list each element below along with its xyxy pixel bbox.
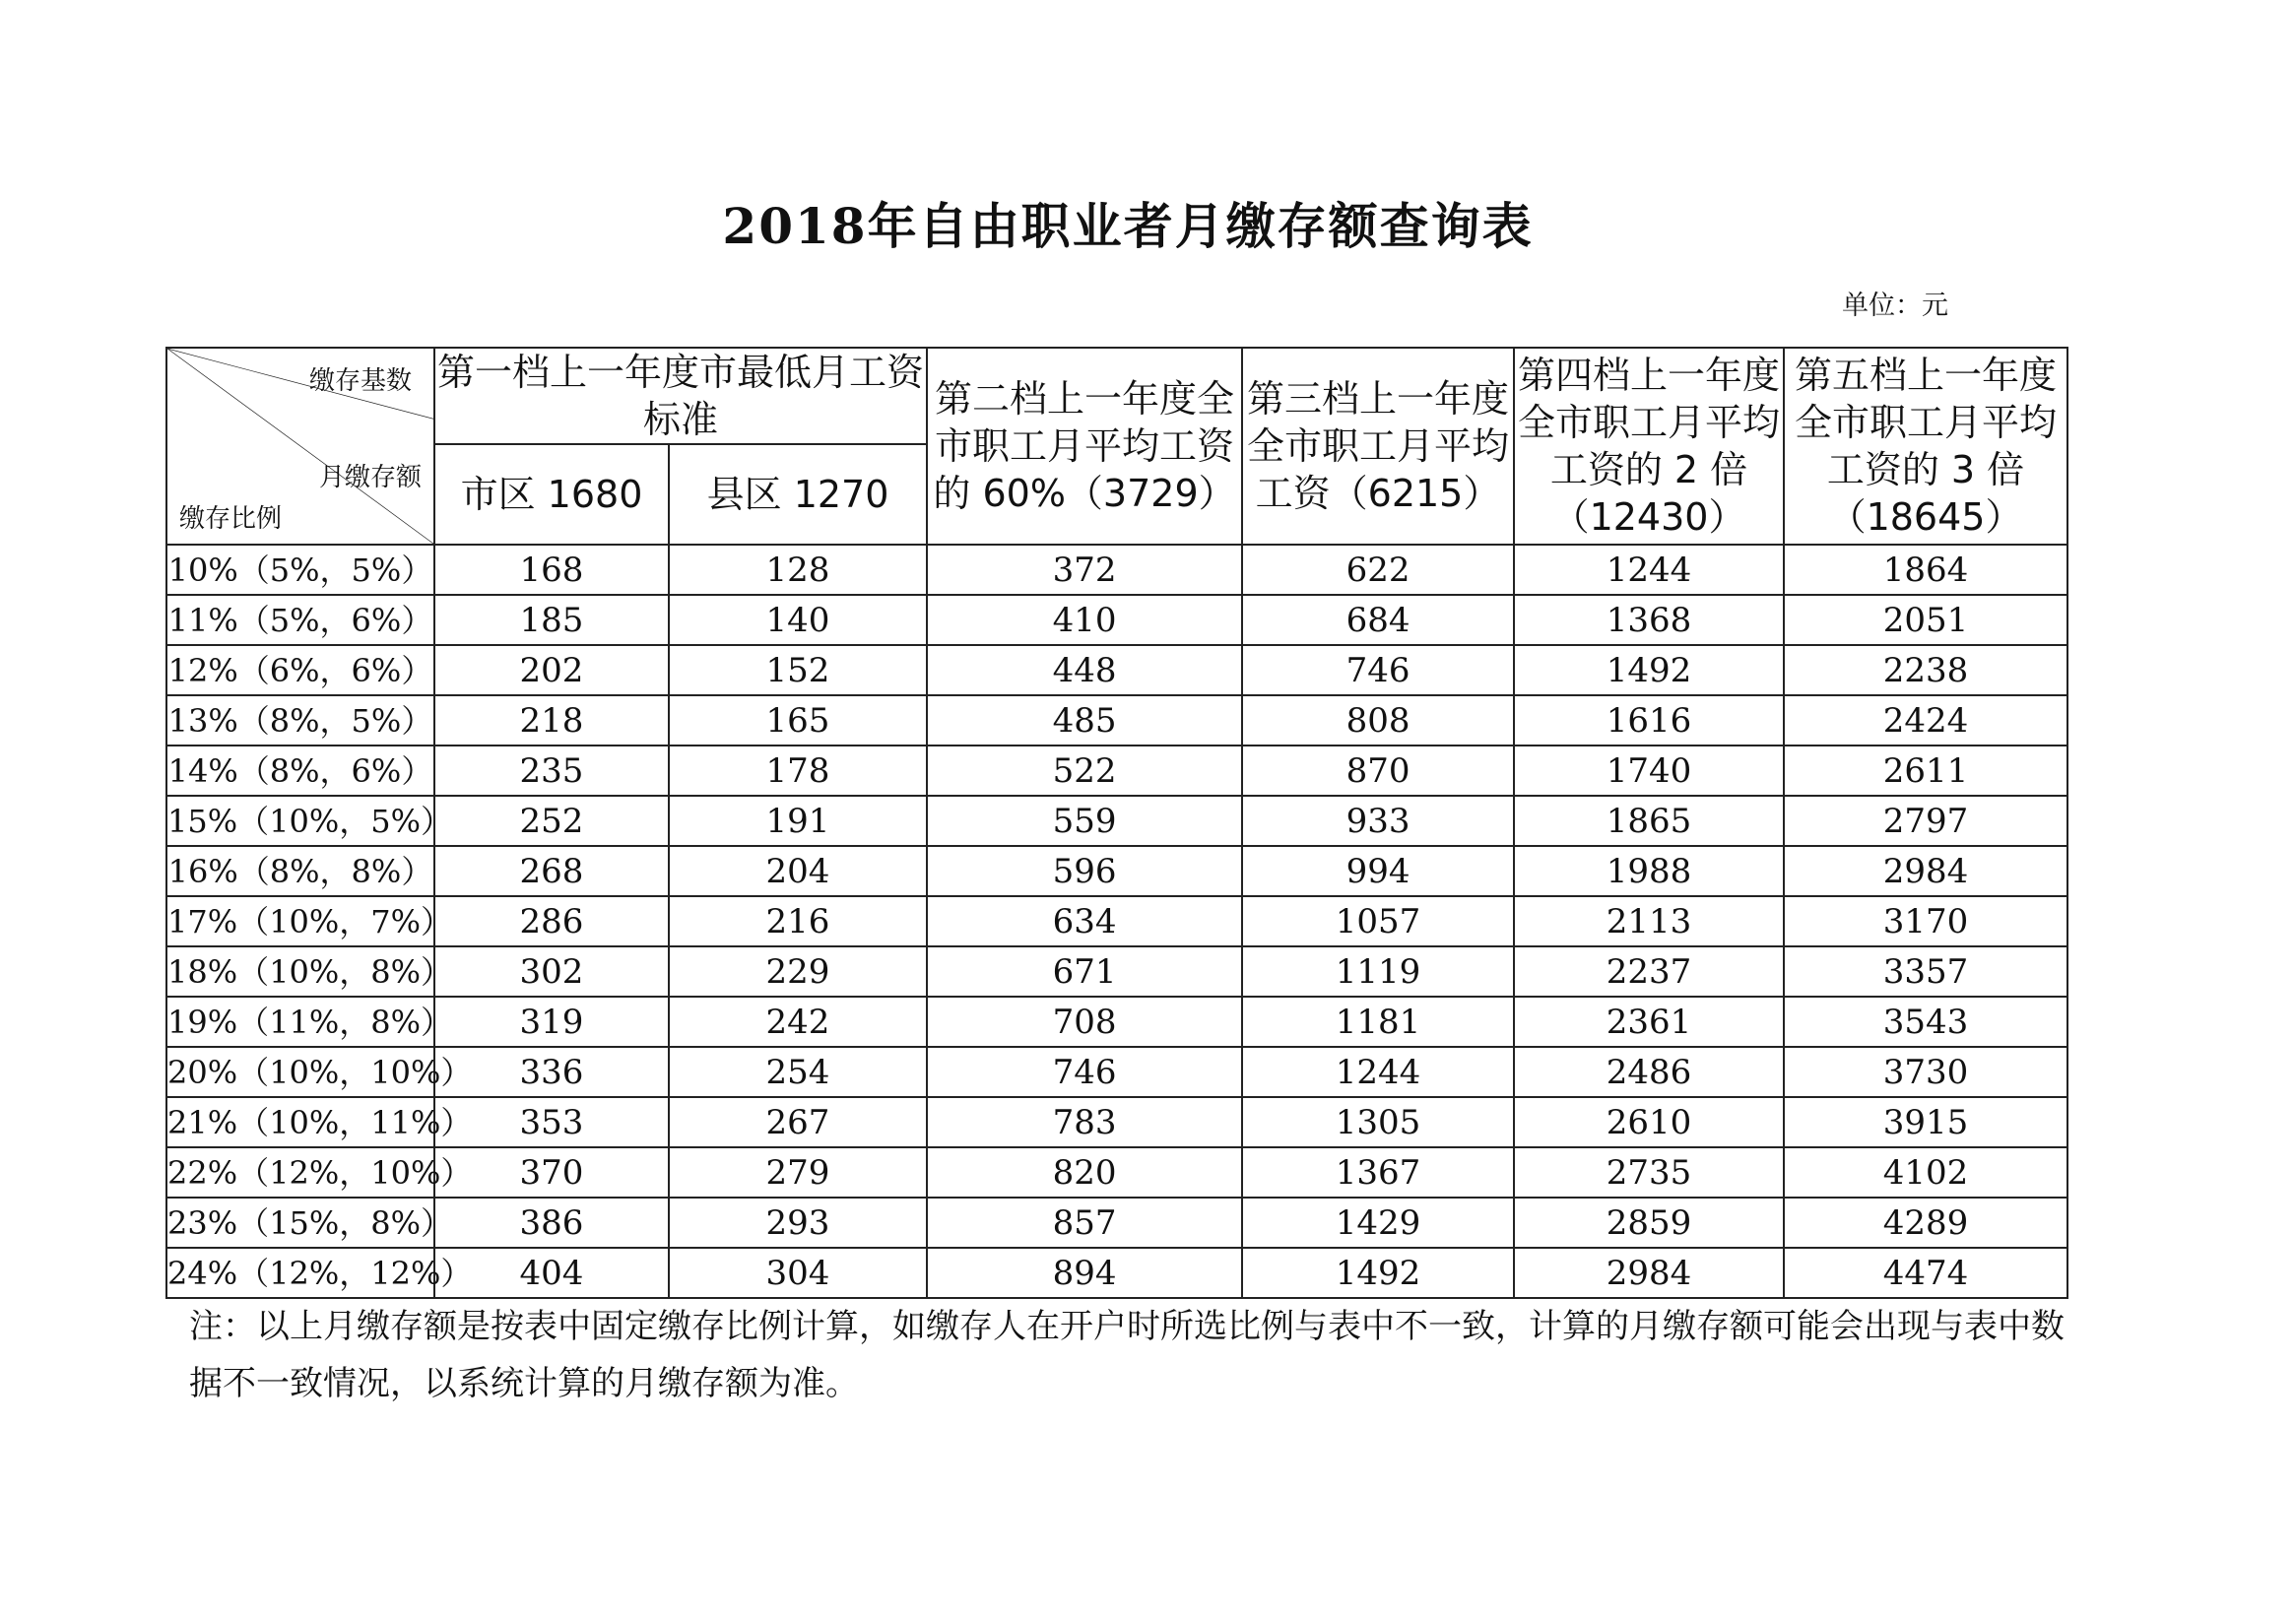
header-tier1-urban: 市区 1680 — [434, 444, 669, 545]
cell-tier3: 684 — [1242, 595, 1514, 645]
header-tier1-county: 县区 1270 — [669, 444, 927, 545]
cell-tier4: 1492 — [1514, 645, 1784, 695]
cell-urban: 286 — [434, 896, 669, 946]
cell-ratio: 21%（10%，11%） — [166, 1097, 434, 1147]
cell-tier4: 1865 — [1514, 796, 1784, 846]
cell-tier4: 2984 — [1514, 1248, 1784, 1298]
cell-county: 140 — [669, 595, 927, 645]
cell-urban: 168 — [434, 545, 669, 595]
cell-county: 267 — [669, 1097, 927, 1147]
cell-tier5: 2611 — [1784, 746, 2067, 796]
cell-tier5: 2797 — [1784, 796, 2067, 846]
cell-tier4: 2610 — [1514, 1097, 1784, 1147]
cell-tier5: 3170 — [1784, 896, 2067, 946]
cell-tier5: 3915 — [1784, 1097, 2067, 1147]
cell-tier3: 808 — [1242, 695, 1514, 746]
cell-ratio: 22%（12%，10%） — [166, 1147, 434, 1198]
cell-urban: 202 — [434, 645, 669, 695]
cell-tier4: 2113 — [1514, 896, 1784, 946]
cell-tier5: 2238 — [1784, 645, 2067, 695]
table-row — [166, 997, 2067, 1047]
table-row — [166, 1147, 2067, 1198]
cell-tier2: 708 — [927, 997, 1242, 1047]
cell-county: 152 — [669, 645, 927, 695]
cell-urban: 185 — [434, 595, 669, 645]
table-row — [166, 545, 2067, 595]
table-row — [166, 746, 2067, 796]
cell-urban: 386 — [434, 1198, 669, 1248]
cell-county: 254 — [669, 1047, 927, 1097]
cell-ratio: 19%（11%，8%） — [166, 997, 434, 1047]
cell-urban: 370 — [434, 1147, 669, 1198]
cell-tier3: 933 — [1242, 796, 1514, 846]
table-corner-cell — [166, 348, 434, 545]
cell-urban: 336 — [434, 1047, 669, 1097]
cell-county: 165 — [669, 695, 927, 746]
unit-label: 单位：元 — [1842, 291, 1948, 321]
cell-tier4: 2859 — [1514, 1198, 1784, 1248]
header-tier1: 第一档上一年度市最低月工资标准 — [434, 348, 927, 444]
cell-tier5: 3543 — [1784, 997, 2067, 1047]
cell-ratio: 12%（6%，6%） — [166, 645, 434, 695]
cell-county: 279 — [669, 1147, 927, 1198]
table-row — [166, 595, 2067, 645]
cell-tier5: 2984 — [1784, 846, 2067, 896]
cell-county: 128 — [669, 545, 927, 595]
cell-county: 191 — [669, 796, 927, 846]
cell-tier2: 448 — [927, 645, 1242, 695]
cell-urban: 319 — [434, 997, 669, 1047]
cell-tier2: 894 — [927, 1248, 1242, 1298]
cell-tier3: 1119 — [1242, 946, 1514, 997]
cell-tier2: 522 — [927, 746, 1242, 796]
cell-tier2: 372 — [927, 545, 1242, 595]
header-tier4: 第四档上一年度全市职工月平均工资的 2 倍（12430） — [1514, 348, 1784, 545]
cell-county: 178 — [669, 746, 927, 796]
cell-tier2: 857 — [927, 1198, 1242, 1248]
cell-tier4: 2486 — [1514, 1047, 1784, 1097]
cell-ratio: 24%（12%，12%） — [166, 1248, 434, 1298]
cell-tier2: 410 — [927, 595, 1242, 645]
table-row — [166, 846, 2067, 896]
cell-tier3: 1305 — [1242, 1097, 1514, 1147]
table-row — [166, 1198, 2067, 1248]
cell-county: 293 — [669, 1198, 927, 1248]
table-row — [166, 695, 2067, 746]
cell-ratio: 15%（10%，5%） — [166, 796, 434, 846]
cell-tier4: 1244 — [1514, 545, 1784, 595]
cell-tier2: 634 — [927, 896, 1242, 946]
corner-monthly-label: 月缴存额 — [318, 463, 422, 492]
cell-county: 204 — [669, 846, 927, 896]
cell-tier2: 485 — [927, 695, 1242, 746]
cell-tier2: 559 — [927, 796, 1242, 846]
cell-ratio: 11%（5%，6%） — [166, 595, 434, 645]
cell-tier3: 622 — [1242, 545, 1514, 595]
cell-tier4: 1988 — [1514, 846, 1784, 896]
table-row — [166, 1047, 2067, 1097]
page-title: 2018年自由职业者月缴存额查询表 — [722, 197, 1534, 255]
cell-ratio: 16%（8%，8%） — [166, 846, 434, 896]
table-row — [166, 1248, 2067, 1298]
cell-county: 304 — [669, 1248, 927, 1298]
cell-tier3: 870 — [1242, 746, 1514, 796]
cell-tier5: 2424 — [1784, 695, 2067, 746]
cell-tier4: 2237 — [1514, 946, 1784, 997]
cell-urban: 235 — [434, 746, 669, 796]
cell-tier4: 1368 — [1514, 595, 1784, 645]
contribution-table — [165, 347, 2068, 1299]
cell-ratio: 13%（8%，5%） — [166, 695, 434, 746]
cell-tier2: 820 — [927, 1147, 1242, 1198]
cell-tier2: 783 — [927, 1097, 1242, 1147]
cell-tier3: 1492 — [1242, 1248, 1514, 1298]
cell-tier4: 2361 — [1514, 997, 1784, 1047]
cell-tier2: 596 — [927, 846, 1242, 896]
table-body — [166, 545, 2067, 1298]
cell-tier4: 1616 — [1514, 695, 1784, 746]
cell-tier3: 1429 — [1242, 1198, 1514, 1248]
cell-ratio: 20%（10%，10%） — [166, 1047, 434, 1097]
cell-tier3: 1057 — [1242, 896, 1514, 946]
cell-tier2: 671 — [927, 946, 1242, 997]
cell-county: 229 — [669, 946, 927, 997]
cell-tier4: 2735 — [1514, 1147, 1784, 1198]
cell-tier5: 2051 — [1784, 595, 2067, 645]
cell-ratio: 14%（8%，6%） — [166, 746, 434, 796]
cell-tier2: 746 — [927, 1047, 1242, 1097]
cell-tier3: 1367 — [1242, 1147, 1514, 1198]
cell-ratio: 23%（15%，8%） — [166, 1198, 434, 1248]
cell-ratio: 18%（10%，8%） — [166, 946, 434, 997]
header-tier3: 第三档上一年度全市职工月平均工资（6215） — [1242, 348, 1514, 545]
table-row — [166, 896, 2067, 946]
cell-county: 216 — [669, 896, 927, 946]
cell-urban: 268 — [434, 846, 669, 896]
header-tier5: 第五档上一年度全市职工月平均工资的 3 倍（18645） — [1784, 348, 2067, 545]
cell-tier3: 746 — [1242, 645, 1514, 695]
cell-urban: 218 — [434, 695, 669, 746]
cell-county: 242 — [669, 997, 927, 1047]
cell-tier4: 1740 — [1514, 746, 1784, 796]
table-row — [166, 1097, 2067, 1147]
cell-ratio: 10%（5%，5%） — [166, 545, 434, 595]
cell-tier5: 1864 — [1784, 545, 2067, 595]
footnote: 注：以上月缴存额是按表中固定缴存比例计算，如缴存人在开户时所选比例与表中不一致，计算的月缴存额可能会出现与表中数据不一致情况，以系统计算的月缴存额为准。 — [189, 1307, 2065, 1403]
table-row — [166, 645, 2067, 695]
cell-urban: 302 — [434, 946, 669, 997]
cell-urban: 353 — [434, 1097, 669, 1147]
cell-ratio: 17%（10%，7%） — [166, 896, 434, 946]
cell-tier3: 1244 — [1242, 1047, 1514, 1097]
cell-urban: 404 — [434, 1248, 669, 1298]
cell-tier5: 4474 — [1784, 1248, 2067, 1298]
corner-base-label: 缴存基数 — [308, 366, 412, 396]
cell-tier5: 3357 — [1784, 946, 2067, 997]
header-tier2: 第二档上一年度全市职工月平均工资的 60%（3729） — [927, 348, 1242, 545]
cell-urban: 252 — [434, 796, 669, 846]
corner-ratio-label: 缴存比例 — [179, 504, 283, 534]
cell-tier3: 1181 — [1242, 997, 1514, 1047]
table-row — [166, 796, 2067, 846]
cell-tier5: 4289 — [1784, 1198, 2067, 1248]
cell-tier3: 994 — [1242, 846, 1514, 896]
cell-tier5: 3730 — [1784, 1047, 2067, 1097]
cell-tier5: 4102 — [1784, 1147, 2067, 1198]
table-row — [166, 946, 2067, 997]
